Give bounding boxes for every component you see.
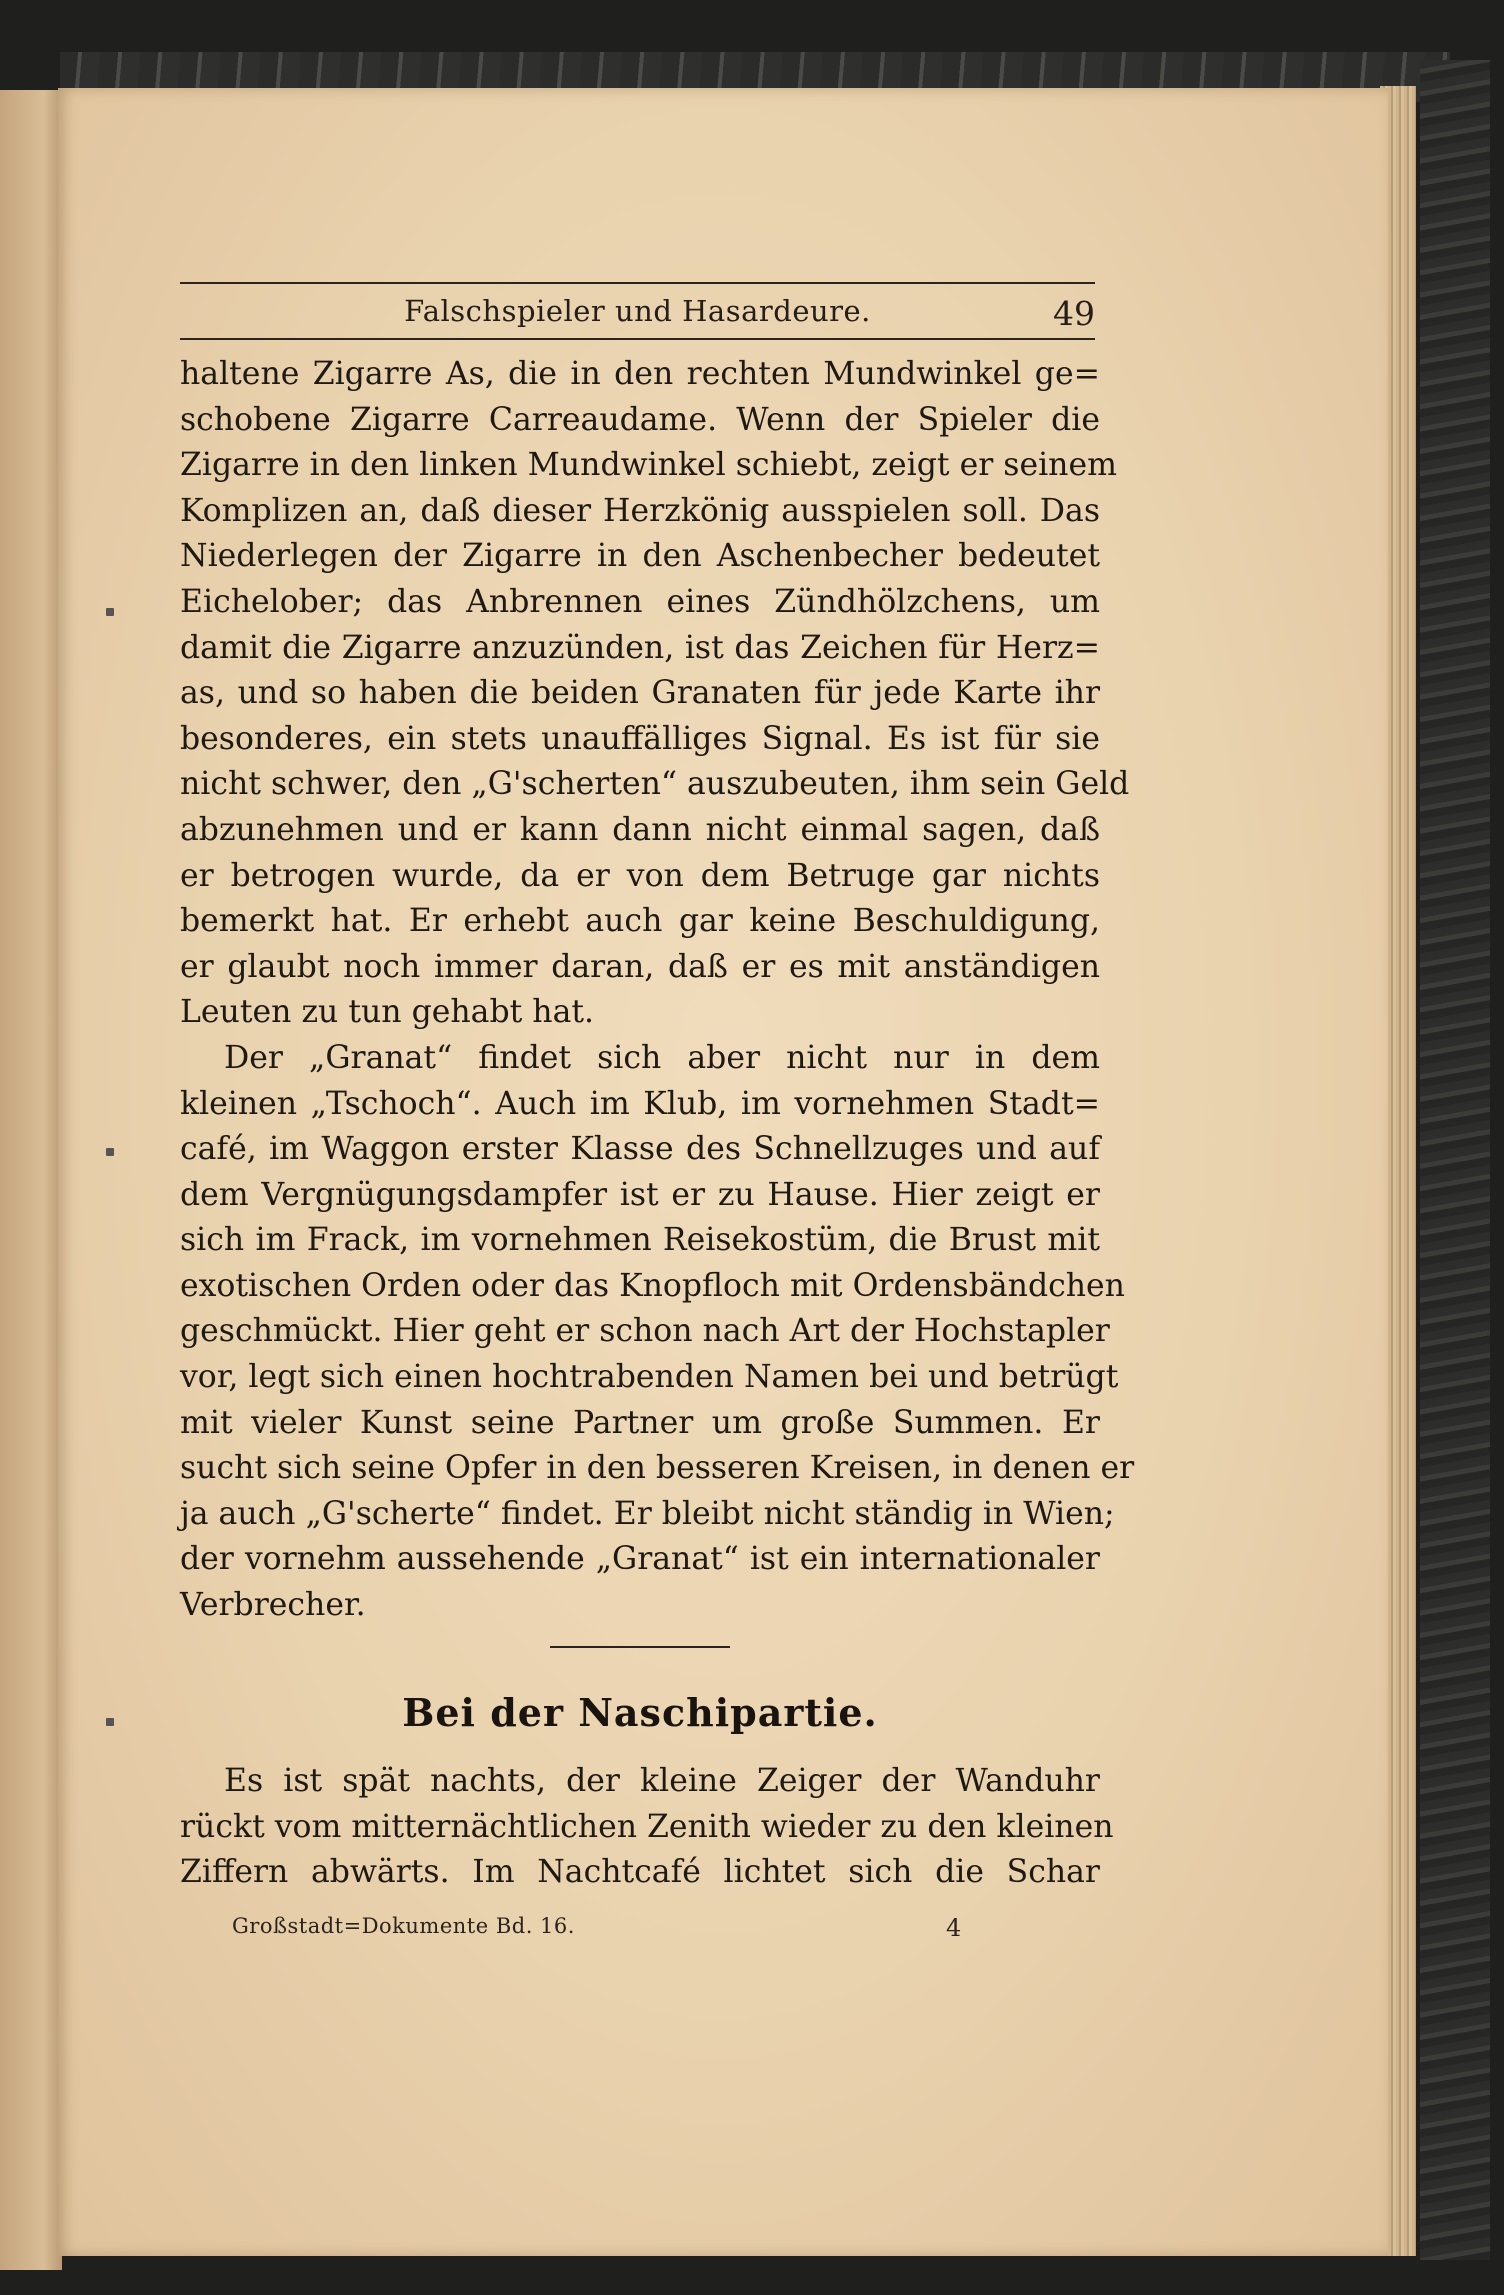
text-line: der vornehm aussehende „Granat“ ist ein internationaler: [180, 1541, 1100, 1578]
header-rule-top: [180, 282, 1095, 284]
text-line: Eichelober; das Anbrennen eines Zündhölzchens, um: [180, 583, 1100, 620]
running-title: Falschspieler und Hasardeure.: [404, 294, 871, 328]
text-line: mit vieler Kunst seine Partner um große Summen. Er: [180, 1404, 1100, 1441]
text-line: exotischen Orden oder das Knopfloch mit Ordensbändchen: [180, 1267, 1125, 1304]
text-line: schobene Zigarre Carreaudame. Wenn der Spieler die: [180, 401, 1100, 438]
text-line: ja auch „G'scherte“ findet. Er bleibt nicht ständig in Wien;: [180, 1495, 1115, 1532]
header-rule-bottom: [180, 338, 1095, 340]
body-text: [180, 352, 1135, 1629]
text-line: dem Vergnügungsdampfer ist er zu Hause. Hier zeigt er: [180, 1176, 1100, 1213]
paragraph-1: [180, 352, 1130, 1036]
text-line: Komplizen an, daß dieser Herzkönig ausspielen soll. Das: [180, 492, 1100, 529]
text-line: as, und so haben die beiden Granaten für jede Karte ihr: [180, 675, 1100, 712]
text-line: kleinen „Tschoch“. Auch im Klub, im vornehmen Stadt=: [180, 1085, 1100, 1122]
text-line: besonderes, ein stets unauffälliges Signal. Es ist für sie: [180, 720, 1100, 757]
running-head: [180, 294, 1095, 334]
text-line: abzunehmen und er kann dann nicht einmal sagen, daß: [180, 811, 1100, 848]
text-line: damit die Zigarre anzuzünden, ist das Zeichen für Herz=: [180, 629, 1100, 666]
text-line: sucht sich seine Opfer in den besseren Kreisen, in denen er: [180, 1450, 1135, 1487]
binding-mark: [106, 1148, 114, 1156]
text-line: rückt vom mitternächtlichen Zenith wieder zu den kleinen: [180, 1808, 1114, 1845]
text-line: Verbrecher.: [180, 1587, 366, 1624]
paragraph-2: [180, 1036, 1135, 1629]
text-line: Niederlegen der Zigarre in den Aschenbecher bedeutet: [180, 538, 1100, 575]
text-line: sich im Frack, im vornehmen Reisekostüm, die Brust mit: [180, 1222, 1100, 1259]
signature-mark: Großstadt=Dokumente Bd. 16.: [232, 1914, 575, 1938]
text-line: haltene Zigarre As, die in den rechten Mundwinkel ge=: [180, 356, 1100, 392]
text-line: er glaubt noch immer daran, daß er es mit anständigen: [180, 948, 1100, 985]
page-number: 49: [1053, 294, 1095, 333]
text-line: er betrogen wurde, da er von dem Betruge gar nichts: [180, 857, 1100, 894]
section-title: Bei der Naschipartie.: [402, 1690, 878, 1735]
page-footer: [232, 1914, 992, 1948]
binding-mark: [106, 608, 114, 616]
text-line: bemerkt hat. Er erhebt auch gar keine Beschuldigung,: [180, 903, 1100, 940]
binding-mark: [106, 1718, 114, 1726]
text-line: Zigarre in den linken Mundwinkel schiebt, zeigt er seinem: [180, 447, 1117, 484]
section-divider: [550, 1646, 730, 1648]
text-line: café, im Waggon erster Klasse des Schnellzuges und auf: [180, 1131, 1100, 1168]
text-line: nicht schwer, den „G'scherten“ auszubeuten, ihm sein Geld: [180, 766, 1130, 803]
text-line: Ziffern abwärts. Im Nachtcafé lichtet sich die Schar: [180, 1854, 1100, 1891]
text-line: Der „Granat“ findet sich aber nicht nur in dem: [224, 1039, 1100, 1076]
signature-number: 4: [946, 1914, 962, 1942]
book-cover-right-edge: [1420, 60, 1490, 2260]
facing-page-edge: [0, 90, 62, 2270]
text-line: geschmückt. Hier geht er schon nach Art der Hochstapler: [180, 1313, 1110, 1350]
section-text: [180, 1758, 1114, 1895]
text-line: Leuten zu tun gehabt hat.: [180, 994, 595, 1031]
text-line: vor, legt sich einen hochtrabenden Namen bei und betrügt: [180, 1359, 1119, 1396]
text-line: Es ist spät nachts, der kleine Zeiger der Wanduhr: [224, 1763, 1100, 1799]
